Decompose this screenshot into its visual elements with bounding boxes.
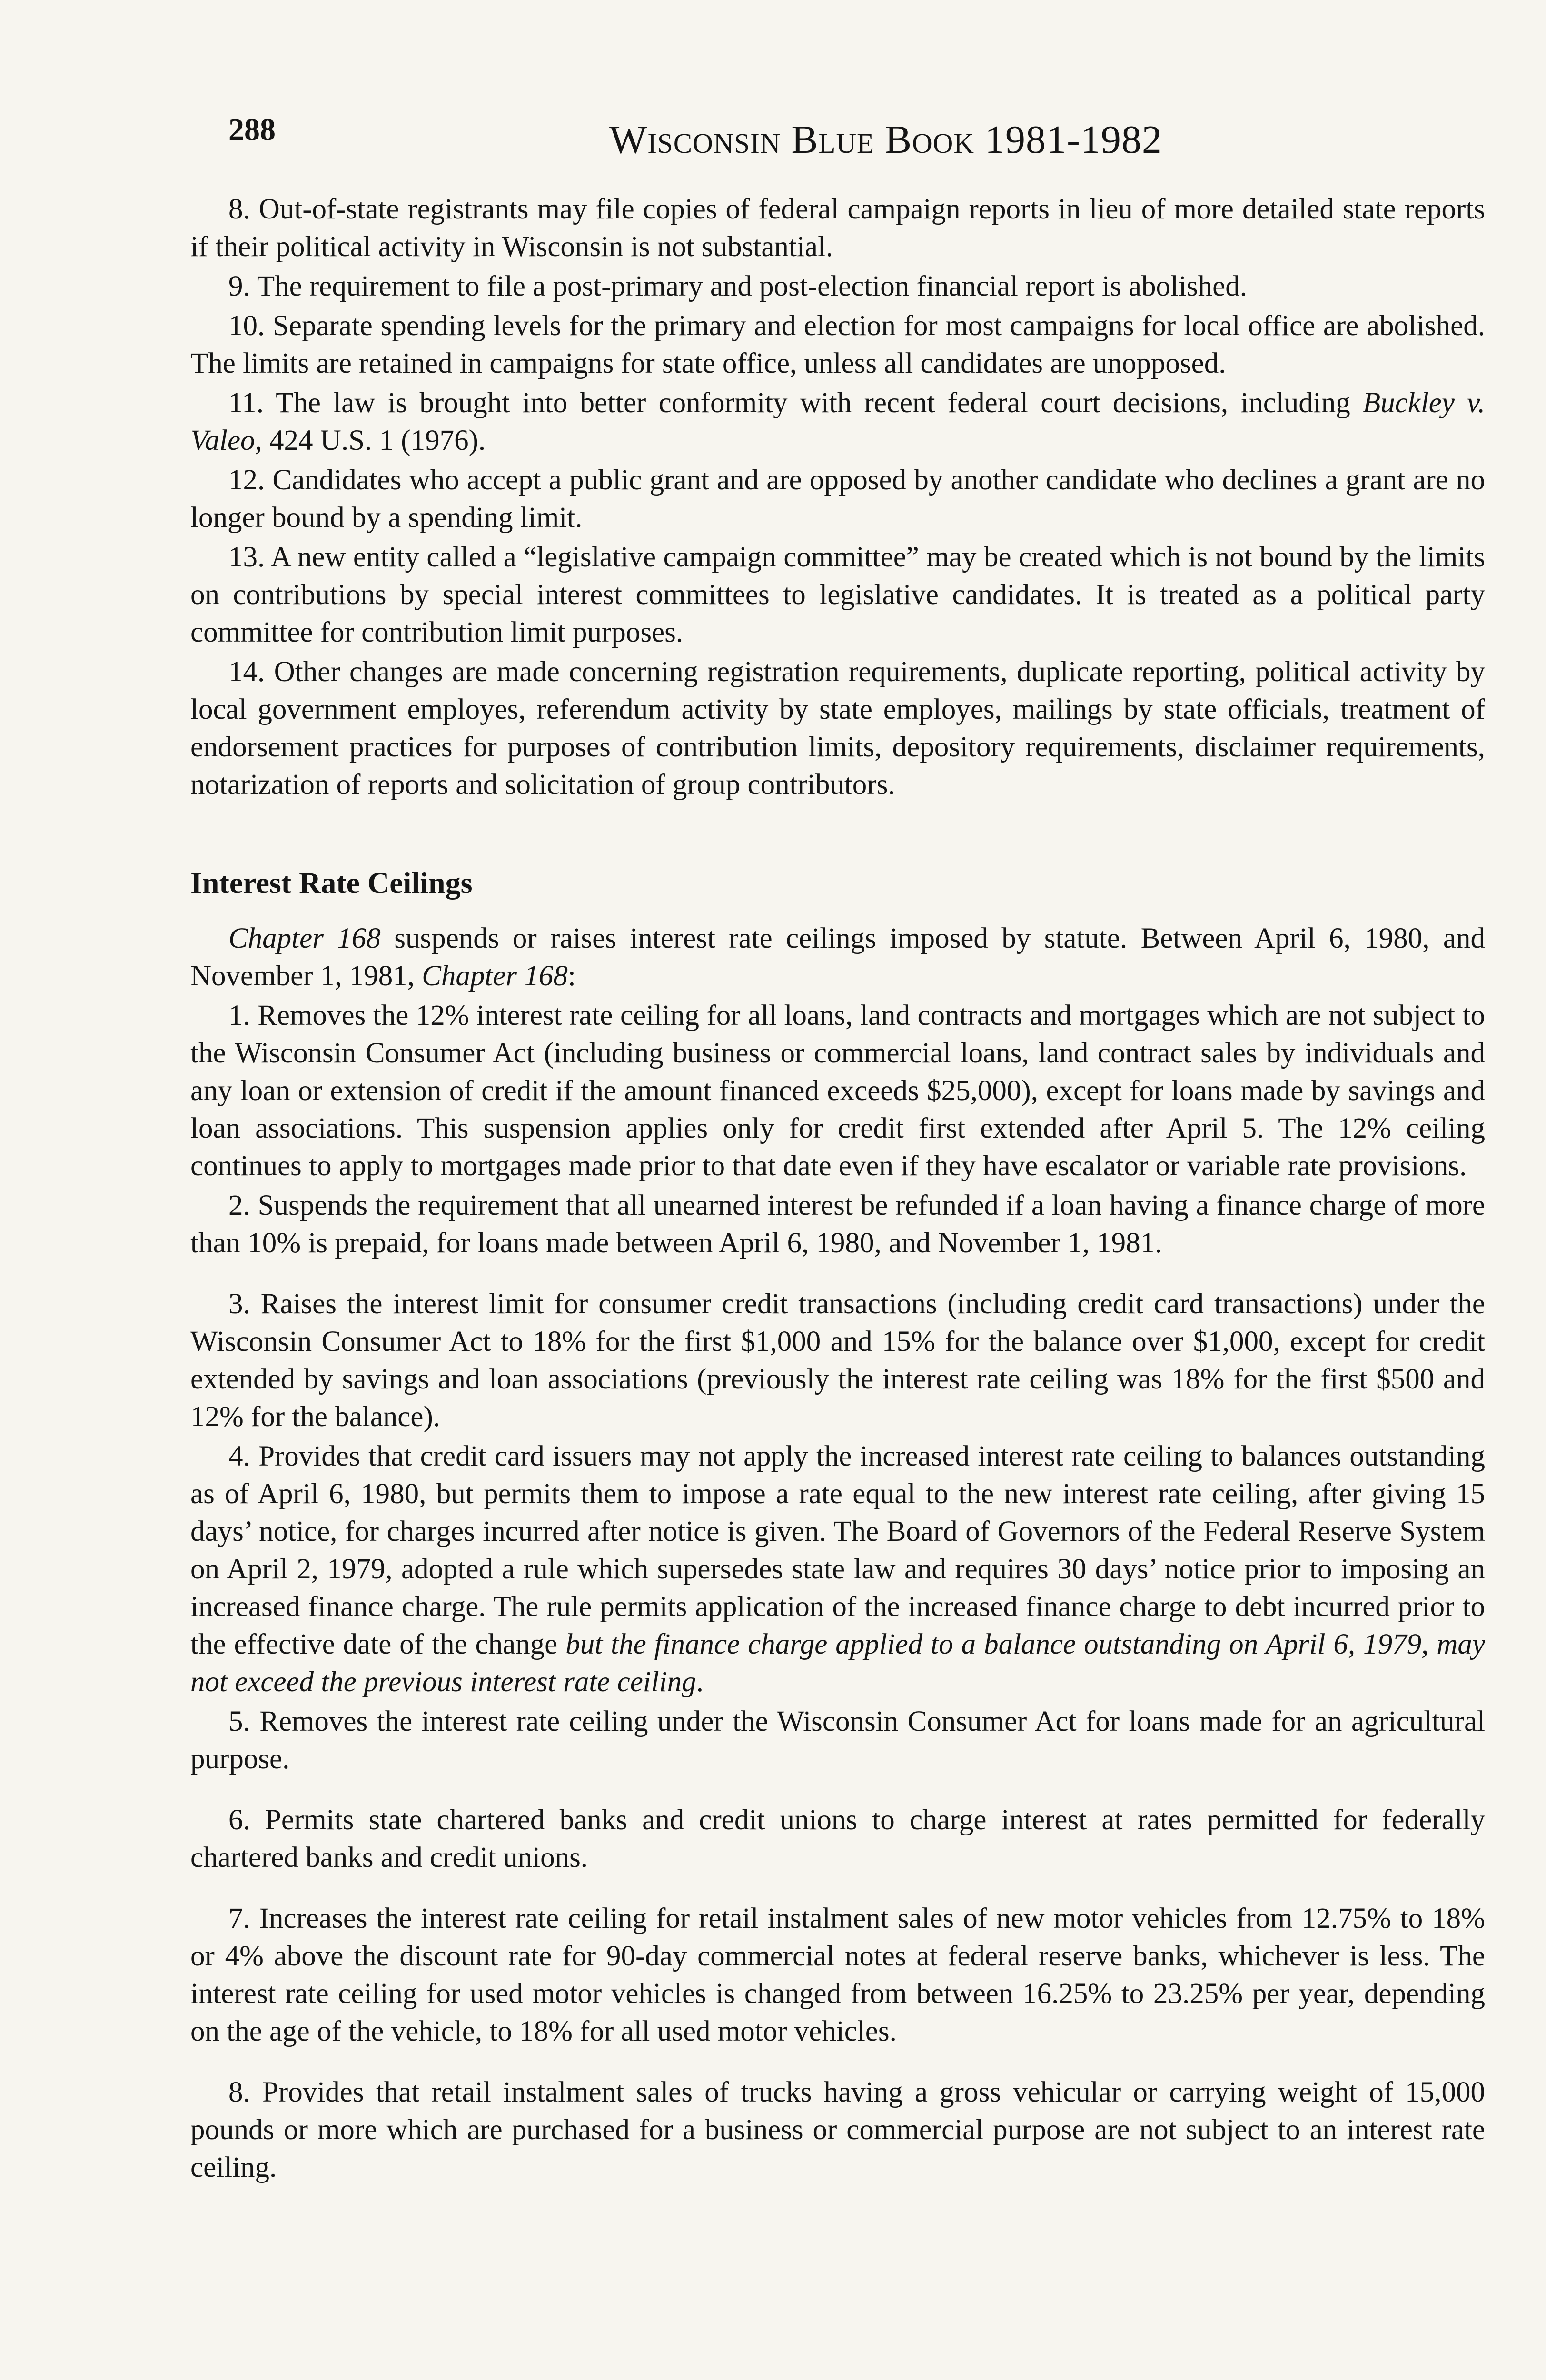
interest-item-6: 6. Permits state chartered banks and credit unions to charge interest at rates permitted for federally chartered banks and credit unions. <box>190 1804 1485 1874</box>
paragraph-gap <box>190 1264 1485 1285</box>
interest-item-1: 1. Removes the 12% interest rate ceiling for all loans, land contracts and mortgages which are not subject to the Wisconsin Consumer Act (including business or commercial loans, land contract sales by individuals and any loan or extension of credit if the amount financed exceeds $25,000), except for loans made by savings and loan associations. This suspension applies only for credit first extended after April 5. The 12% ceiling continues to apply to mortgages made prior to that date even if they have escalator or variable rate provisions. <box>190 1000 1485 1182</box>
item-11-prefix: 11. The law is brought into better conformity with recent federal court decisions, including <box>228 387 1363 419</box>
page-number: 288 <box>228 112 276 147</box>
item-4-end: . <box>696 1666 704 1698</box>
paragraph-gap <box>190 1878 1485 1900</box>
interest-item-4 <box>190 1438 1485 1701</box>
interest-item-5: 5. Removes the interest rate ceiling under the Wisconsin Consumer Act for loans made for an agricultural purpose. <box>190 1706 1485 1775</box>
campaign-item-10: 10. Separate spending levels for the primary and election for most campaigns for local office are abolished. The limits are retained in campaigns for state office, unless all candidates are unopposed. <box>190 310 1485 379</box>
running-title <box>609 117 1162 163</box>
chapter-ref: Chapter 168 <box>228 922 381 954</box>
campaign-item-8: 8. Out-of-state registrants may file copies of federal campaign reports in lieu of more detailed state reports if their political activity in Wisconsin is not substantial. <box>190 193 1485 263</box>
paragraph-gap <box>190 1780 1485 1801</box>
campaign-item-12: 12. Candidates who accept a public grant and are opposed by another candidate who declines a grant are no longer bound by a spending limit. <box>190 464 1485 534</box>
interest-item-7: 7. Increases the interest rate ceiling for retail instalment sales of new motor vehicles from 12.75% to 18% or 4% above the discount rate for 90-day commercial notes at federal reserve banks, whichever is less. The interest rate ceiling for used motor vehicles is changed from between 16.25% to 23.25% per year, depending on the age of the vehicle, to 18% for all used motor vehicles. <box>190 1903 1485 2047</box>
item-11-suffix: , 424 U.S. 1 (1976). <box>255 425 486 456</box>
campaign-item-9: 9. The requirement to file a post-primary and post-election financial report is abolished. <box>228 270 1247 302</box>
section-heading: Interest Rate Ceilings <box>190 866 473 900</box>
item-4-italic: but the finance charge applied to a balance outstanding on April 6, 1979, may not exceed the previous interest rate ceiling <box>190 1628 1485 1698</box>
page-header <box>190 102 1485 174</box>
item-4-text: 4. Provides that credit card issuers may not apply the increased interest rate ceiling to balances outstanding as of April 6, 1980, but permits them to impose a rate equal to the new interest rate ceiling, after giving 15 days’ notice, for charges incurred after notice is given. The Board of Governors of the Federal Reserve System on April 2, 1979, adopted a rule which supersedes state law and requires 30 days’ notice prior to imposing an increased finance charge. The rule permits application of the increased finance charge to debt incurred prior to the effective date of the change <box>190 1440 1485 1660</box>
paragraph-gap <box>190 2052 1485 2073</box>
campaign-item-13: 13. A new entity called a “legislative campaign committee” may be created which is not bound by the limits on contributions by special interest committees to legislative candidates. It is treated as a political party committee for contribution limit purposes. <box>190 541 1485 648</box>
section-intro <box>190 920 1485 995</box>
running-title-text: Wisconsin Blue Book 1981-1982 <box>609 118 1162 162</box>
case-citation: Buckley v. Valeo <box>190 387 1485 456</box>
page-content <box>190 190 1485 2188</box>
campaign-item-11 <box>190 384 1485 459</box>
interest-item-8: 8. Provides that retail instalment sales of trucks having a gross vehicular or carrying weight of 15,000 pounds or more which are purchased for a business or commercial purpose are not subject to an interest rate ceiling. <box>190 2076 1485 2183</box>
interest-item-3: 3. Raises the interest limit for consumer credit transactions (including credit card transactions) under the Wisconsin Consumer Act to 18% for the first $1,000 and 15% for the balance over $1,000, except for credit extended by savings and loan associations (previously the interest rate ceiling was 18% for the first $500 and 12% for the balance). <box>190 1288 1485 1433</box>
interest-item-2: 2. Suspends the requirement that all unearned interest be refunded if a loan having a finance charge of more than 10% is prepaid, for loans made between April 6, 1980, and November 1, 1981. <box>190 1190 1485 1259</box>
chapter-ref: Chapter 168 <box>422 960 568 992</box>
intro-colon: : <box>567 960 576 992</box>
campaign-item-14: 14. Other changes are made concerning registration requirements, duplicate reporting, political activity by local government employes, referendum activity by state employes, mailings by state officials, treatment of endorsement practices for purposes of contribution limits, depository requirements, disclaimer requirements, notarization of reports and solicitation of group contributors. <box>190 656 1485 801</box>
intro-text: suspends or raises interest rate ceilings imposed by statute. Between April 6, 1980, and November 1, 1981, <box>190 922 1485 992</box>
